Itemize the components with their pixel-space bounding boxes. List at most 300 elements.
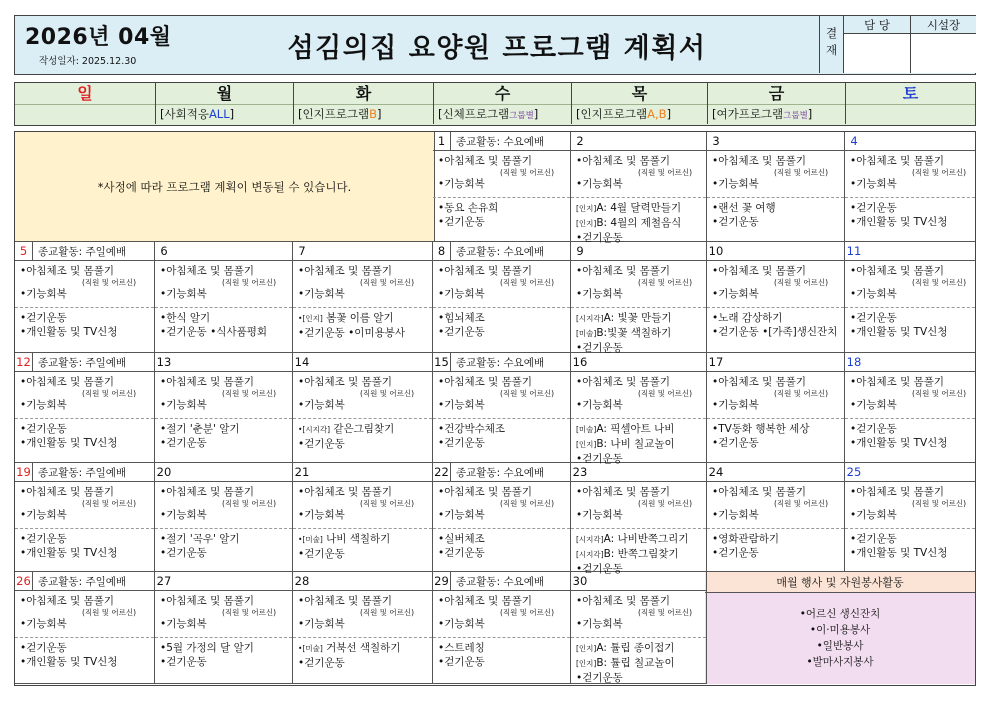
activity-item <box>712 201 844 215</box>
activity-text: •걷기운동 <box>712 216 759 228</box>
day-number: 17 <box>708 355 724 369</box>
rehab-item: •기능회복 <box>712 178 759 190</box>
monthly-event-item: •이·미용봉사 <box>809 624 871 636</box>
morning-activities <box>571 372 706 419</box>
exercise-item: •아침체조 및 몸풀기 <box>438 595 533 607</box>
morning-activities <box>433 151 570 198</box>
morning-activities <box>707 482 844 529</box>
activity-item <box>712 325 844 339</box>
exercise-item: •아침체조 및 몸풀기 <box>438 486 533 498</box>
activity-item <box>438 546 570 560</box>
activity-item <box>850 422 975 436</box>
program-activities <box>15 309 154 339</box>
morning-activities <box>155 482 292 529</box>
program-activities <box>433 639 570 669</box>
notice-text: *사정에 따라 프로그램 계획이 변동될 수 있습니다. <box>15 132 435 242</box>
exercise-note: (직원 및 어르신) <box>638 608 693 617</box>
exercise-item: •아침체조 및 몸풀기 <box>576 265 671 277</box>
rehab-item: •기능회복 <box>160 288 207 300</box>
exercise-item: •아침체조 및 몸풀기 <box>20 376 115 388</box>
activity-text: A: 픽셀아트 나비 <box>596 423 675 435</box>
day-number: 11 <box>846 244 862 258</box>
day-cell-header <box>571 242 706 261</box>
weekday-col-1 <box>155 83 293 124</box>
morning-activities <box>845 482 975 529</box>
activity-item <box>576 641 706 656</box>
day-number: 6 <box>160 244 168 258</box>
monthly-event-item: •어르신 생신잔치 <box>799 608 881 620</box>
activity-text: •실버체조 <box>438 533 485 545</box>
activity-text: 거북선 색칠하기 <box>322 642 401 654</box>
program-activities <box>845 530 975 560</box>
day-cell-header <box>433 132 570 151</box>
day-cell-header <box>707 242 844 261</box>
activity-text: •TV동화 행복한 세상 <box>712 423 810 435</box>
program-activities <box>845 309 975 339</box>
weekday-program-open: [ <box>160 107 165 121</box>
program-activities <box>433 530 570 560</box>
program-activities <box>707 199 844 229</box>
activity-text: •걷기운동 <box>20 423 67 435</box>
weekday-program-accent: B <box>369 107 378 121</box>
activity-text: B: 반쪽그림찾기 <box>603 548 679 560</box>
exercise-note: (직원 및 어르신) <box>500 168 555 177</box>
rehab-item: •기능회복 <box>298 509 345 521</box>
activity-item <box>20 422 154 436</box>
program-activities <box>571 530 706 576</box>
activity-item <box>712 436 844 450</box>
day-cell-header <box>845 463 975 482</box>
morning-activities <box>15 482 154 529</box>
activity-text: •개인활동 및 TV신청 <box>20 656 118 668</box>
activity-text: •걷기운동 <box>438 547 485 559</box>
exercise-note: (직원 및 어르신) <box>500 499 555 508</box>
weekday-program-close: ] <box>533 107 539 121</box>
day-cell-header <box>155 572 292 591</box>
activity-text: •걷기운동 <box>438 656 485 668</box>
exercise-note: (직원 및 어르신) <box>912 278 967 287</box>
activity-text: •걷기운동 <box>438 326 485 338</box>
activity-tag: [미술] <box>576 329 597 338</box>
activity-tag: •[미술] <box>298 644 323 653</box>
weekday-program-accent: ALL <box>208 107 230 121</box>
day-cell <box>433 353 571 463</box>
activity-text: •절기 '곡우' 알기 <box>160 533 240 545</box>
exercise-item: •아침체조 및 몸풀기 <box>576 486 671 498</box>
weekday-program <box>708 104 845 125</box>
morning-activities <box>433 591 570 638</box>
worship-label: 종교활동: 주일예배 <box>38 467 127 479</box>
day-number: 15 <box>433 353 451 372</box>
day-cell-header <box>433 242 570 261</box>
activity-text: •절기 '춘분' 알기 <box>160 423 240 435</box>
day-cell <box>845 132 975 242</box>
rehab-item: •기능회복 <box>576 509 623 521</box>
exercise-note: (직원 및 어르신) <box>222 389 277 398</box>
activity-item <box>438 325 570 339</box>
day-number: 9 <box>576 244 584 258</box>
day-cell <box>293 463 433 572</box>
activity-item <box>20 641 154 655</box>
activity-item <box>20 325 154 339</box>
activity-item <box>160 422 292 436</box>
weekday-col-5 <box>707 83 845 124</box>
worship-label: 종교활동: 수요예배 <box>456 576 545 588</box>
activity-tag: [시지각] <box>576 314 604 323</box>
activity-item <box>160 655 292 669</box>
day-cell-header <box>433 353 570 372</box>
exercise-item: •아침체조 및 몸풀기 <box>712 486 807 498</box>
day-cell <box>433 242 571 353</box>
rehab-item: •기능회복 <box>850 288 897 300</box>
activity-text: •영화관람하기 <box>712 533 780 545</box>
morning-activities <box>707 261 844 308</box>
rehab-item: •기능회복 <box>850 399 897 411</box>
activity-text: •개인활동 및 TV신청 <box>850 547 948 559</box>
activity-text: •걷기운동 <box>298 438 345 450</box>
monthly-events-title: 매월 행사 및 자원봉사활동 <box>705 572 975 593</box>
activity-item <box>850 311 975 325</box>
day-number: 14 <box>294 355 310 369</box>
program-activities <box>571 309 706 355</box>
weekday-name: 목 <box>631 84 648 103</box>
program-activities <box>433 309 570 339</box>
activity-item <box>20 436 154 450</box>
activity-item <box>576 311 706 326</box>
activity-text: A: 나비반쪽그리기 <box>603 533 689 545</box>
written-date: 작성일자: 2025.12.30 <box>39 56 137 67</box>
weekday-program-open: [ <box>712 107 717 121</box>
rehab-item: •기능회복 <box>712 509 759 521</box>
weekday-program-group: 그룹별 <box>509 111 534 121</box>
activity-item <box>298 326 432 340</box>
activity-text: B: 4월의 제철음식 <box>596 217 682 229</box>
approval-side-label: 결 재 <box>820 16 844 73</box>
weekday-header <box>14 82 976 126</box>
activity-text: •개인활동 및 TV신청 <box>20 437 118 449</box>
rehab-item: •기능회복 <box>712 288 759 300</box>
activity-text: •개인활동 및 TV신청 <box>850 326 948 338</box>
exercise-item: •아침체조 및 몸풀기 <box>160 595 255 607</box>
day-cell <box>293 242 433 353</box>
rehab-item: •기능회복 <box>20 618 67 630</box>
rehab-item: •기능회복 <box>20 288 67 300</box>
morning-activities <box>433 261 570 308</box>
activity-text: •랜선 꽃 여행 <box>712 202 776 214</box>
activity-item <box>20 546 154 560</box>
activity-tag: [시지각] <box>576 550 604 559</box>
exercise-note: (직원 및 어르신) <box>774 389 829 398</box>
worship-label: 종교활동: 수요예배 <box>456 246 545 258</box>
exercise-note: (직원 및 어르신) <box>774 499 829 508</box>
morning-activities <box>845 151 975 198</box>
program-activities <box>155 639 292 669</box>
activity-item <box>160 641 292 655</box>
activity-text: •걷기운동 <box>576 672 623 684</box>
day-cell-header <box>571 572 706 591</box>
activity-item <box>298 547 432 561</box>
rehab-item: •기능회복 <box>160 509 207 521</box>
activity-text: •걷기운동 <box>438 216 485 228</box>
day-cell <box>15 463 155 572</box>
day-cell <box>433 463 571 572</box>
exercise-item: •아침체조 및 몸풀기 <box>160 486 255 498</box>
activity-text: •걷기운동 <box>850 312 897 324</box>
weekday-name: 금 <box>768 84 785 103</box>
activity-item <box>576 422 706 437</box>
program-activities <box>293 530 432 561</box>
day-cell <box>155 572 293 684</box>
day-cell <box>293 572 433 684</box>
activity-text: 봄꽃 이름 알기 <box>322 312 394 324</box>
morning-activities <box>15 372 154 419</box>
activity-text: B: 튤립 칠교놀이 <box>596 657 675 669</box>
morning-activities <box>433 372 570 419</box>
rehab-item: •기능회복 <box>438 399 485 411</box>
program-activities <box>15 420 154 450</box>
weekday-col-3 <box>433 83 571 124</box>
program-activities <box>155 420 292 450</box>
rehab-item: •기능회복 <box>160 618 207 630</box>
rehab-item: •기능회복 <box>438 178 485 190</box>
activity-text: •개인활동 및 TV신청 <box>850 216 948 228</box>
activity-item <box>298 641 432 656</box>
activity-item <box>160 311 292 325</box>
exercise-note: (직원 및 어르신) <box>360 608 415 617</box>
activity-tag: [인지] <box>576 219 597 228</box>
activity-item <box>850 215 975 229</box>
day-cell <box>15 572 155 684</box>
activity-item <box>712 422 844 436</box>
activity-text: •노래 감상하기 <box>712 312 783 324</box>
day-cell <box>707 463 845 572</box>
activity-item <box>576 216 706 231</box>
activity-item <box>20 532 154 546</box>
activity-tag: [인지] <box>576 644 597 653</box>
activity-item <box>850 325 975 339</box>
activity-item <box>576 326 706 341</box>
activity-tag: •[시지각] <box>298 425 331 434</box>
exercise-note: (직원 및 어르신) <box>774 168 829 177</box>
activity-text: •걷기운동 <box>160 437 207 449</box>
exercise-item: •아침체조 및 몸풀기 <box>712 376 807 388</box>
day-number: 8 <box>433 242 451 261</box>
weekday-program-main: 신체프로그램 <box>442 107 510 121</box>
activity-text: •걷기운동 <box>712 547 759 559</box>
day-number: 26 <box>15 572 33 591</box>
day-number: 12 <box>15 353 33 372</box>
activity-item <box>712 532 844 546</box>
program-activities <box>293 309 432 340</box>
rehab-item: •기능회복 <box>712 399 759 411</box>
weekday-program-close: ] <box>229 107 235 121</box>
day-cell-header <box>15 242 154 261</box>
activity-item <box>438 436 570 450</box>
activity-text: •걷기운동 •이미용봉사 <box>298 327 406 339</box>
monthly-event-item: •일반봉사 <box>816 640 864 652</box>
day-number: 13 <box>156 355 172 369</box>
activity-item <box>438 641 570 655</box>
day-cell-header <box>571 353 706 372</box>
document-header <box>14 15 976 75</box>
morning-activities <box>15 591 154 638</box>
day-cell-header <box>433 572 570 591</box>
exercise-note: (직원 및 어르신) <box>82 278 137 287</box>
day-cell-header <box>707 463 844 482</box>
worship-label: 종교활동: 주일예배 <box>38 246 127 258</box>
day-cell-header <box>293 353 432 372</box>
activity-text: •걷기운동 <box>298 548 345 560</box>
exercise-note: (직원 및 어르신) <box>500 608 555 617</box>
activity-item <box>160 325 292 339</box>
program-activities <box>845 199 975 229</box>
rehab-item: •기능회복 <box>20 399 67 411</box>
weekday-program-main: 여가프로그램 <box>716 107 784 121</box>
activity-item <box>712 311 844 325</box>
activity-item <box>438 215 570 229</box>
day-cell-header <box>15 463 154 482</box>
day-cell <box>433 132 571 242</box>
activity-text: A: 빛꽃 만들기 <box>603 312 672 324</box>
exercise-note: (직원 및 어르신) <box>500 389 555 398</box>
day-number: 16 <box>572 355 588 369</box>
exercise-note: (직원 및 어르신) <box>500 278 555 287</box>
weekday-program-close: ] <box>807 107 813 121</box>
day-cell <box>571 463 707 575</box>
activity-text: •걷기운동 <box>298 657 345 669</box>
activity-item <box>438 422 570 436</box>
program-activities <box>155 530 292 560</box>
activity-item <box>20 655 154 669</box>
day-cell <box>845 242 975 353</box>
weekday-program <box>156 104 293 125</box>
day-cell-header <box>293 242 432 261</box>
exercise-note: (직원 및 어르신) <box>82 389 137 398</box>
activity-item <box>438 311 570 325</box>
weekday-program-open: [ <box>576 107 581 121</box>
weekday-program <box>572 104 707 125</box>
day-number: 3 <box>712 134 720 148</box>
day-number: 10 <box>708 244 724 258</box>
activity-item <box>576 437 706 452</box>
weekday-name: 화 <box>355 84 372 103</box>
weekday-program-open: [ <box>298 107 303 121</box>
day-number: 25 <box>846 465 862 479</box>
rehab-item: •기능회복 <box>160 399 207 411</box>
activity-text: •개인활동 및 TV신청 <box>850 437 948 449</box>
activity-item <box>298 656 432 670</box>
activity-text: •걷기운동 <box>160 656 207 668</box>
activity-text: B: 나비 칠교놀이 <box>596 438 675 450</box>
day-cell <box>155 242 293 353</box>
exercise-item: •아침체조 및 몸풀기 <box>438 376 533 388</box>
activity-item <box>712 215 844 229</box>
activity-text: •건강박수체조 <box>438 423 506 435</box>
activity-text: 나비 색칠하기 <box>322 533 391 545</box>
exercise-item: •아침체조 및 몸풀기 <box>850 155 945 167</box>
day-cell <box>571 242 707 353</box>
day-cell-header <box>155 242 292 261</box>
day-cell <box>707 132 845 242</box>
day-cell-header <box>571 463 706 482</box>
program-activities <box>293 639 432 670</box>
activity-text: •걷기운동 <box>20 642 67 654</box>
day-cell <box>707 353 845 463</box>
rehab-item: •기능회복 <box>850 178 897 190</box>
day-cell <box>571 572 707 684</box>
activity-tag: •[인지] <box>298 314 323 323</box>
activity-text: •스트레칭 <box>438 642 485 654</box>
activity-item <box>160 532 292 546</box>
program-activities <box>293 420 432 451</box>
activity-text: •걷기운동 <box>576 563 623 575</box>
activity-item <box>850 436 975 450</box>
morning-activities <box>707 151 844 198</box>
exercise-note: (직원 및 어르신) <box>638 499 693 508</box>
activity-text: •걷기운동 <box>20 533 67 545</box>
weekday-program-group: 그룹별 <box>783 111 808 121</box>
program-activities <box>845 420 975 450</box>
rehab-item: •기능회복 <box>298 618 345 630</box>
year-month: 2026년 04월 <box>25 25 172 50</box>
morning-activities <box>433 482 570 529</box>
day-cell <box>707 242 845 353</box>
day-cell <box>15 353 155 463</box>
day-number: 1 <box>433 132 451 151</box>
program-activities <box>707 309 844 339</box>
exercise-note: (직원 및 어르신) <box>222 608 277 617</box>
day-cell <box>155 353 293 463</box>
monthly-events-list <box>705 593 975 684</box>
activity-item <box>850 532 975 546</box>
morning-activities <box>571 591 706 638</box>
day-cell-header <box>293 463 432 482</box>
activity-text: •걷기운동 •[가족]생신잔치 <box>712 326 838 338</box>
worship-label: 종교활동: 수요예배 <box>456 357 545 369</box>
exercise-note: (직원 및 어르신) <box>82 608 137 617</box>
approval-director-sign[interactable] <box>910 34 976 73</box>
activity-text: B:빛꽃 색칠하기 <box>596 327 672 339</box>
morning-activities <box>845 261 975 308</box>
activity-item <box>160 546 292 560</box>
morning-activities <box>293 482 432 529</box>
approval-staff-sign[interactable] <box>844 34 910 73</box>
activity-tag: [인지] <box>576 440 597 449</box>
activity-text: A: 4월 달력만들기 <box>596 202 682 214</box>
activity-text: •5월 가정의 달 알기 <box>160 642 254 654</box>
day-number: 30 <box>572 574 588 588</box>
exercise-item: •아침체조 및 몸풀기 <box>298 486 393 498</box>
day-number: 28 <box>294 574 310 588</box>
activity-text: •걷기운동 <box>712 437 759 449</box>
activity-item <box>438 201 570 215</box>
activity-text: •걷기운동 <box>160 547 207 559</box>
weekday-name: 일 <box>77 84 93 103</box>
activity-item <box>576 532 706 547</box>
day-number: 22 <box>433 463 451 482</box>
exercise-item: •아침체조 및 몸풀기 <box>576 155 671 167</box>
rehab-item: •기능회복 <box>298 288 345 300</box>
day-number: 21 <box>294 465 310 479</box>
program-activities <box>155 309 292 339</box>
rehab-item: •기능회복 <box>850 509 897 521</box>
activity-text: •걷기운동 <box>438 437 485 449</box>
program-activities <box>571 199 706 245</box>
approval-staff-label: 담 당 <box>844 16 910 34</box>
calendar-grid <box>14 131 976 686</box>
approval-box <box>819 16 975 73</box>
rehab-item: •기능회복 <box>438 288 485 300</box>
